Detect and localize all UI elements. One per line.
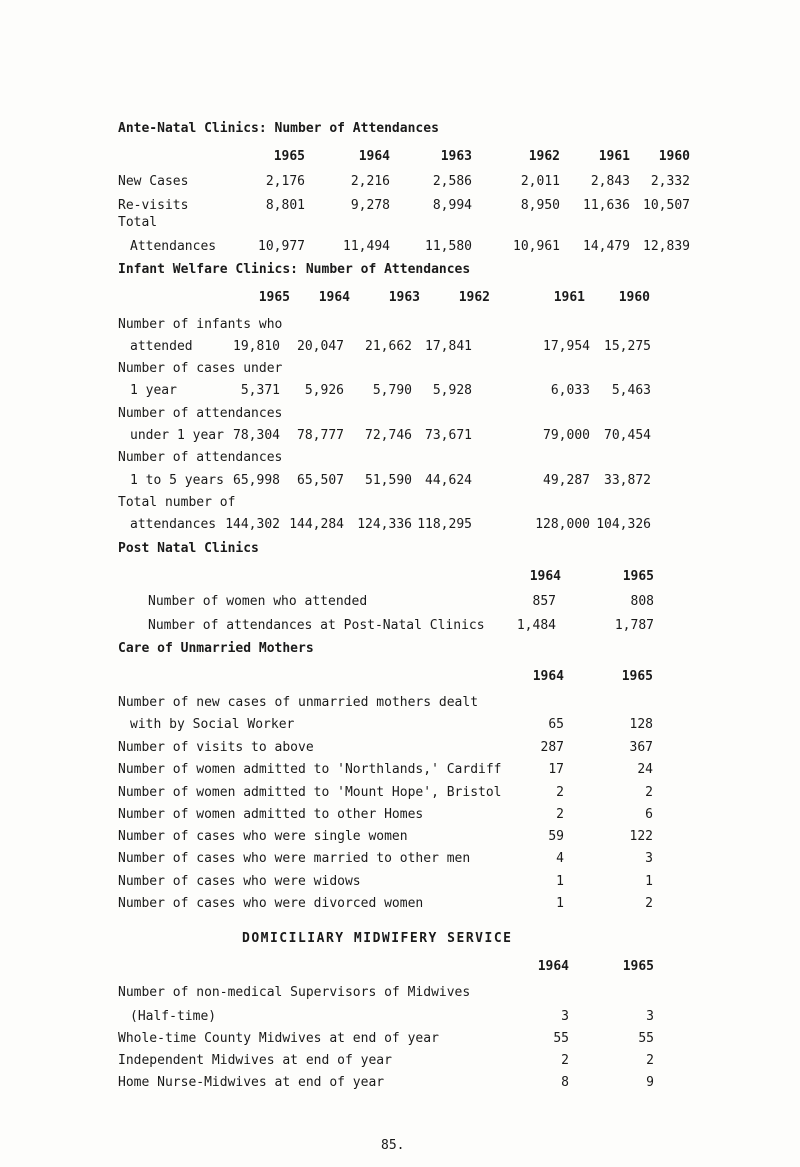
table-cell: 65,507 [297,473,344,488]
table-cell: 19,810 [233,339,280,354]
row-label: Number of non-medical Supervisors of Midwives [118,985,471,1000]
table-cell: 2,586 [432,174,472,189]
row-label: Total [118,215,158,230]
table-cell: 6 [645,807,653,822]
table-cell: 2 [561,1053,569,1068]
row-label: under 1 year [130,428,224,443]
table-cell: 3 [645,851,653,866]
table-cell: 55 [638,1031,654,1046]
table-cell: 11,580 [425,239,472,254]
midwifery-title: DOMICILIARY MIDWIFERY SERVICE [242,931,513,946]
row-label: (Half-time) [130,1009,217,1024]
post-natal-year-header: 1965 [622,569,654,584]
infant-welfare-year-header: 1963 [388,290,420,305]
row-label: with by Social Worker [130,717,295,732]
table-cell: 78,304 [233,428,280,443]
unmarried-year-header: 1964 [532,669,564,684]
table-cell: 59 [548,829,564,844]
row-label: Independent Midwives at end of year [118,1053,392,1068]
table-cell: 33,872 [604,473,651,488]
table-cell: 5,928 [432,383,472,398]
table-cell: 5,371 [240,383,280,398]
row-label: New Cases [118,174,189,189]
row-label: Number of visits to above [118,740,314,755]
row-label: Total number of [118,495,236,510]
midwifery-year-header: 1964 [537,959,569,974]
table-cell: 1 [556,874,564,889]
table-cell: 2 [556,785,564,800]
infant-welfare-year-header: 1964 [318,290,350,305]
table-cell: 4 [556,851,564,866]
ante-natal-year-header: 1961 [598,149,630,164]
row-label: Number of attendances [118,406,283,421]
table-cell: 1,787 [614,618,654,633]
table-cell: 2,843 [590,174,630,189]
table-cell: 2,216 [350,174,390,189]
row-label: Number of cases under [118,361,283,376]
row-label: Re-visits [118,198,189,213]
row-label: Number of women who attended [148,594,368,609]
row-label: Number of women admitted to 'Northlands,' Cardiff [118,762,502,777]
table-cell: 8,994 [432,198,472,213]
table-cell: 11,636 [583,198,630,213]
table-cell: 128,000 [535,517,590,532]
table-cell: 10,961 [513,239,560,254]
table-cell: 51,590 [365,473,412,488]
table-cell: 24 [637,762,653,777]
ante-natal-year-header: 1964 [358,149,390,164]
table-cell: 5,926 [304,383,344,398]
table-cell: 78,777 [297,428,344,443]
table-cell: 15,275 [604,339,651,354]
table-cell: 8,801 [265,198,305,213]
table-cell: 287 [540,740,564,755]
infant-welfare-year-header: 1960 [618,290,650,305]
table-cell: 21,662 [365,339,412,354]
table-cell: 3 [561,1009,569,1024]
table-cell: 2,332 [650,174,690,189]
table-cell: 144,284 [289,517,344,532]
table-cell: 2 [556,807,564,822]
table-cell: 17 [548,762,564,777]
table-cell: 118,295 [417,517,472,532]
ante-natal-year-header: 1963 [440,149,472,164]
table-cell: 8 [561,1075,569,1090]
row-label: Number of cases who were divorced women [118,896,424,911]
table-cell: 79,000 [543,428,590,443]
row-label: Number of women admitted to other Homes [118,807,424,822]
table-cell: 12,839 [643,239,690,254]
table-cell: 73,671 [425,428,472,443]
midwifery-year-header: 1965 [622,959,654,974]
infant-welfare-year-header: 1961 [553,290,585,305]
table-cell: 2,176 [265,174,305,189]
table-cell: 2 [646,1053,654,1068]
ante-natal-year-header: 1962 [528,149,560,164]
table-cell: 55 [553,1031,569,1046]
row-label: Whole-time County Midwives at end of year [118,1031,439,1046]
post-natal-year-header: 1964 [529,569,561,584]
table-cell: 1 [645,874,653,889]
table-cell: 17,954 [543,339,590,354]
row-label: attended [130,339,193,354]
row-label: attendances [130,517,217,532]
table-cell: 128 [629,717,653,732]
row-label: Number of cases who were single women [118,829,408,844]
row-label: 1 year [130,383,177,398]
table-cell: 8,950 [520,198,560,213]
table-cell: 72,746 [365,428,412,443]
table-cell: 124,336 [357,517,412,532]
table-cell: 3 [646,1009,654,1024]
table-cell: 14,479 [583,239,630,254]
table-cell: 144,302 [225,517,280,532]
table-cell: 1,484 [516,618,556,633]
row-label: Number of cases who were married to other men [118,851,471,866]
infant-welfare-year-header: 1962 [458,290,490,305]
table-cell: 6,033 [550,383,590,398]
table-cell: 5,463 [611,383,651,398]
page-number: 85. [381,1138,405,1153]
row-label: Number of infants who [118,317,283,332]
row-label: Number of attendances [118,450,283,465]
row-label: Attendances [130,239,217,254]
table-cell: 2 [645,896,653,911]
infant-welfare-year-header: 1965 [258,290,290,305]
table-cell: 65 [548,717,564,732]
row-label: Number of women admitted to 'Mount Hope', Bristol [118,785,502,800]
row-label: Number of attendances at Post-Natal Clinics [148,618,485,633]
table-cell: 1 [556,896,564,911]
row-label: Number of new cases of unmarried mothers dealt [118,695,479,710]
table-cell: 808 [630,594,654,609]
table-cell: 10,977 [258,239,305,254]
unmarried-year-header: 1965 [621,669,653,684]
table-cell: 49,287 [543,473,590,488]
table-cell: 2,011 [520,174,560,189]
table-cell: 857 [532,594,556,609]
ante-natal-year-header: 1960 [658,149,690,164]
table-cell: 9 [646,1075,654,1090]
table-cell: 17,841 [425,339,472,354]
table-cell: 10,507 [643,198,690,213]
table-cell: 20,047 [297,339,344,354]
row-label: Home Nurse-Midwives at end of year [118,1075,385,1090]
table-cell: 122 [629,829,653,844]
table-cell: 9,278 [350,198,390,213]
table-cell: 44,624 [425,473,472,488]
row-label: 1 to 5 years [130,473,224,488]
ante-natal-title: Ante-Natal Clinics: Number of Attendances [118,121,439,136]
row-label: Number of cases who were widows [118,874,361,889]
table-cell: 2 [645,785,653,800]
table-cell: 65,998 [233,473,280,488]
table-cell: 104,326 [596,517,651,532]
table-cell: 70,454 [604,428,651,443]
unmarried-title: Care of Unmarried Mothers [118,641,314,656]
post-natal-title: Post Natal Clinics [118,541,259,556]
infant-welfare-title: Infant Welfare Clinics: Number of Attendances [118,262,471,277]
table-cell: 5,790 [372,383,412,398]
ante-natal-year-header: 1965 [273,149,305,164]
table-cell: 11,494 [343,239,390,254]
table-cell: 367 [629,740,653,755]
